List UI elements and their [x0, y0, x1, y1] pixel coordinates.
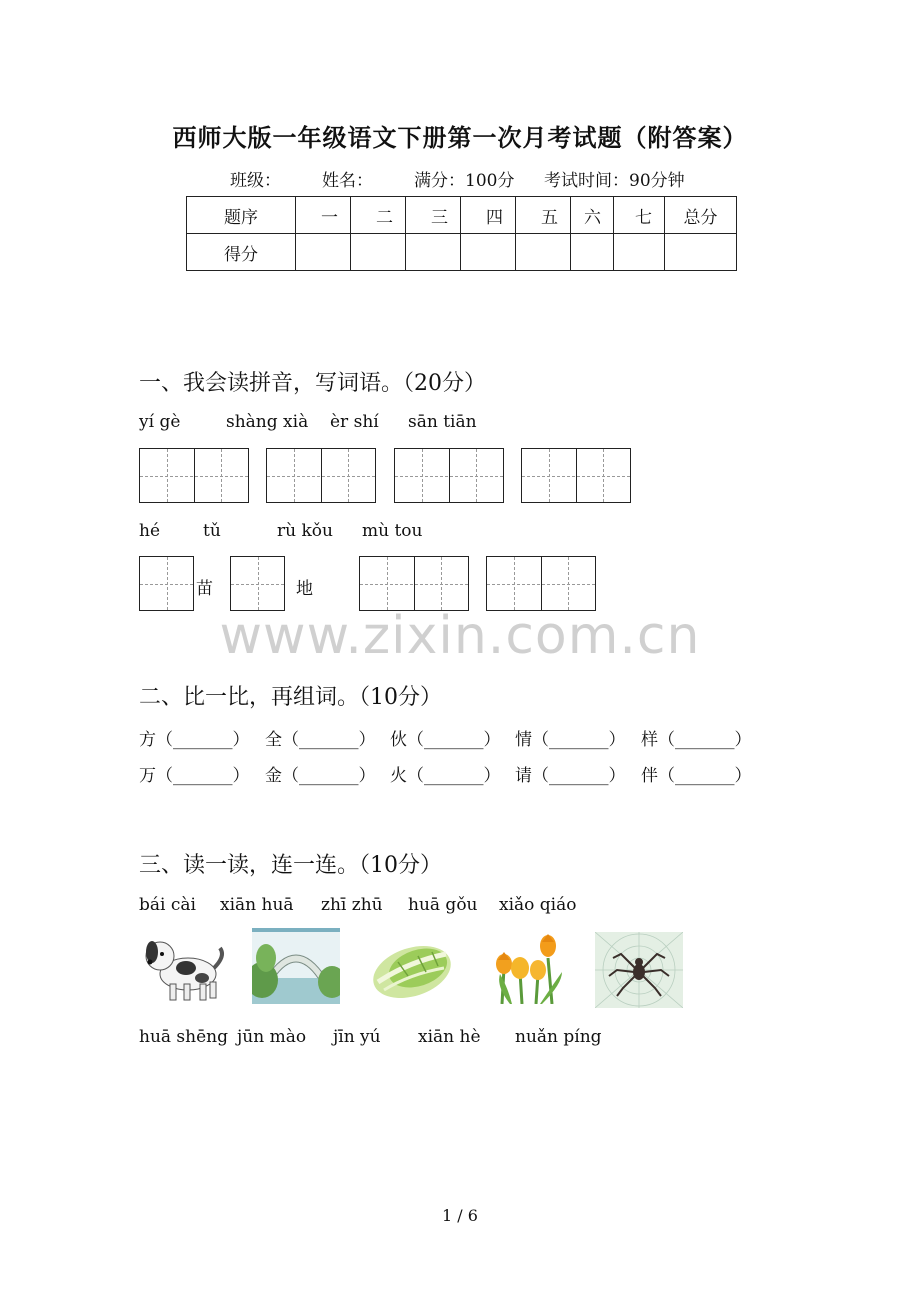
score-header-cell: 四	[461, 197, 516, 234]
word-item: 方（_______）	[139, 730, 250, 750]
score-cell[interactable]	[665, 234, 737, 271]
score-cell[interactable]	[296, 234, 351, 271]
section3-heading: 三、读一读，连一连。（10分）	[139, 853, 442, 878]
score-header-cell: 总分	[665, 197, 737, 234]
pinyin: shàng xià	[226, 412, 309, 432]
pinyin: jūn mào	[237, 1027, 307, 1047]
class-label: 班级：	[230, 171, 281, 191]
score-cell[interactable]	[571, 234, 614, 271]
score-row-label: 得分	[187, 234, 296, 271]
score-table-score-row	[187, 234, 737, 271]
cabbage-image[interactable]	[368, 932, 456, 1008]
writing-grid[interactable]	[359, 556, 469, 611]
writing-grid[interactable]	[394, 448, 504, 503]
pinyin: xiān huā	[220, 895, 294, 915]
tulips-image[interactable]	[482, 928, 570, 1004]
writing-grid[interactable]	[266, 448, 376, 503]
score-header-cell: 六	[571, 197, 614, 234]
word-item: 请（_______）	[515, 766, 626, 786]
word-item: 伙（_______）	[390, 730, 501, 750]
score-cell[interactable]	[461, 234, 516, 271]
pinyin: huā shēng	[139, 1027, 229, 1047]
word-item: 伴（_______）	[641, 766, 752, 786]
pinyin: xiǎo qiáo	[499, 895, 577, 915]
spider-image[interactable]	[595, 932, 683, 1008]
score-header-cell: 七	[614, 197, 665, 234]
score-header-cell: 五	[516, 197, 571, 234]
writing-grid[interactable]	[139, 556, 194, 611]
word-item: 样（_______）	[641, 730, 752, 750]
pinyin: jīn yú	[333, 1027, 381, 1047]
writing-grid[interactable]	[139, 448, 249, 503]
pinyin: bái cài	[139, 895, 196, 915]
given-character: 苗	[196, 579, 213, 599]
page-title: 西师大版一年级语文下册第一次月考试题（附答案）	[172, 123, 748, 152]
page-number: 1 / 6	[442, 1206, 478, 1225]
section2-heading: 二、比一比，再组词。（10分）	[139, 685, 442, 710]
bridge-image[interactable]	[252, 928, 340, 1004]
pinyin: xiān hè	[418, 1027, 481, 1047]
exam-time-label: 考试时间：90分钟	[544, 171, 685, 191]
score-cell[interactable]	[516, 234, 571, 271]
pinyin: tǔ	[203, 521, 221, 541]
score-cell[interactable]	[406, 234, 461, 271]
writing-grid[interactable]	[521, 448, 631, 503]
dog-image[interactable]	[140, 930, 228, 1006]
writing-grid[interactable]	[486, 556, 596, 611]
pinyin: yí gè	[139, 412, 181, 432]
word-item: 情（_______）	[515, 730, 626, 750]
pinyin: èr shí	[330, 412, 379, 432]
pinyin: mù tou	[362, 521, 423, 541]
full-score-label: 满分：100分	[414, 171, 515, 191]
writing-grid[interactable]	[230, 556, 285, 611]
word-item: 全（_______）	[265, 730, 376, 750]
word-item: 万（_______）	[139, 766, 250, 786]
score-cell[interactable]	[351, 234, 406, 271]
score-table-header-row	[187, 197, 737, 234]
score-header-cell: 二	[351, 197, 406, 234]
pinyin: zhī zhū	[321, 895, 383, 915]
pinyin: nuǎn píng	[515, 1027, 602, 1047]
word-item: 火（_______）	[390, 766, 501, 786]
pinyin: sān tiān	[408, 412, 477, 432]
name-label: 姓名：	[322, 171, 373, 191]
given-character: 地	[296, 579, 313, 599]
word-item: 金（_______）	[265, 766, 376, 786]
pinyin: huā gǒu	[408, 895, 478, 915]
pinyin: hé	[139, 521, 161, 541]
score-header-cell: 题序	[187, 197, 296, 234]
pinyin: rù kǒu	[277, 521, 333, 541]
score-cell[interactable]	[614, 234, 665, 271]
score-table	[186, 196, 737, 271]
score-header-cell: 一	[296, 197, 351, 234]
section1-heading: 一、我会读拼音，写词语。（20分）	[139, 371, 486, 396]
watermark: www.zixin.com.cn	[219, 606, 701, 666]
score-header-cell: 三	[406, 197, 461, 234]
